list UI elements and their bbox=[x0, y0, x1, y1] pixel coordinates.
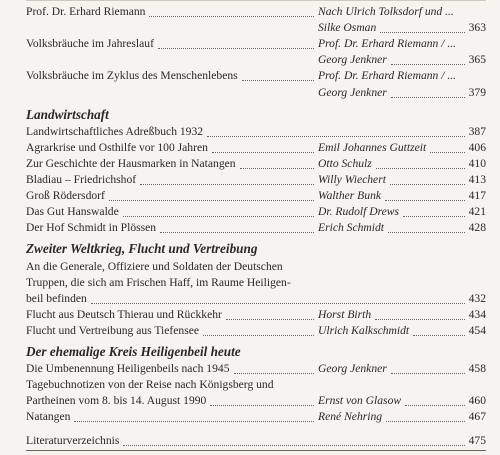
dot-leader bbox=[160, 216, 314, 233]
bottom-rule bbox=[26, 450, 486, 451]
entry-page: 413 bbox=[468, 173, 486, 186]
dot-leader bbox=[149, 0, 314, 17]
dot-leader bbox=[376, 152, 465, 169]
entry-title: Prof. Dr. Erhard Riemann bbox=[26, 5, 146, 18]
dot-leader bbox=[240, 152, 314, 169]
dot-leader bbox=[74, 405, 314, 422]
dot-leader bbox=[405, 389, 465, 406]
entry-author: Prof. Dr. Erhard Riemann / ... bbox=[318, 69, 457, 83]
entry-page: 458 bbox=[468, 362, 486, 376]
entry-title: Die Umbenennung Heiligenbeils nach 1945 bbox=[26, 362, 230, 376]
entry-author: Dr. Rudolf Drews bbox=[318, 205, 400, 219]
dot-leader bbox=[388, 216, 465, 233]
entry-author: Ernst von Glasow bbox=[318, 394, 402, 408]
dot-leader bbox=[390, 168, 465, 185]
toc-entry bbox=[26, 409, 486, 425]
entry-author: Erich Schmidt bbox=[318, 221, 385, 235]
dot-leader bbox=[391, 48, 465, 65]
dot-leader bbox=[413, 319, 465, 336]
entry-page: 387 bbox=[468, 124, 486, 138]
entry-page: 406 bbox=[468, 140, 486, 154]
entry-page: 417 bbox=[468, 189, 486, 203]
entry-title: Bladiau – Friedrichshof bbox=[26, 173, 137, 186]
section-heading: Der ehemalige Kreis Heiligenbeil heute bbox=[26, 344, 241, 359]
entry-page: 428 bbox=[468, 221, 486, 235]
dot-leader bbox=[226, 303, 314, 320]
entry-author: Walther Bunk bbox=[318, 189, 382, 203]
entry-title: Flucht und Vertreibung aus Tiefensee bbox=[26, 323, 200, 337]
toc-entry bbox=[26, 323, 486, 339]
entry-title: Partheinen vom 8. bis 14. August 1990 bbox=[26, 394, 207, 408]
section-heading: Zweiter Weltkrieg, Flucht und Vertreibung bbox=[26, 241, 258, 257]
entry-page: 432 bbox=[468, 291, 486, 305]
dot-leader bbox=[386, 405, 465, 422]
dot-leader bbox=[203, 319, 314, 336]
section-heading: Landwirtschaft bbox=[26, 106, 109, 122]
entry-title: Agrarkrise und Osthilfe vor 100 Jahren bbox=[26, 140, 208, 154]
entry-author: Georg Jenkner bbox=[318, 85, 387, 99]
entry-page: 460 bbox=[468, 394, 486, 408]
dot-leader bbox=[123, 200, 314, 217]
toc-entry bbox=[26, 361, 486, 377]
entry-page: 434 bbox=[468, 307, 486, 321]
entry-author: Ulrich Kalkschmidt bbox=[318, 323, 410, 337]
entry-author: Silke Osman bbox=[318, 21, 377, 35]
dot-leader bbox=[391, 81, 465, 98]
entry-title: Der Hof Schmidt in Plössen bbox=[26, 221, 157, 235]
entry-title: Volksbräuche im Jahreslauf bbox=[26, 37, 154, 51]
entry-author: Georg Jenkner bbox=[318, 53, 387, 67]
dot-leader bbox=[385, 184, 465, 201]
entry-title: Truppen, die sich am Frischen Haff, im Raume Heiligen- bbox=[26, 275, 291, 289]
entry-title: Groß Rödersdorf bbox=[26, 189, 105, 203]
entry-title: Zur Geschichte der Hausmarken in Natangen bbox=[26, 156, 236, 170]
entry-page: 454 bbox=[468, 323, 486, 337]
entry-title: Natangen bbox=[26, 410, 71, 424]
entry-author: Nach Ulrich Tolksdorf und ... bbox=[318, 5, 454, 18]
toc-entry bbox=[26, 259, 486, 275]
entry-page: 410 bbox=[468, 156, 486, 170]
entry-page: 365 bbox=[468, 53, 486, 67]
dot-leader bbox=[91, 287, 465, 304]
dot-leader bbox=[234, 357, 314, 374]
entry-title: Flucht aus Deutsch Thierau und Rückkehr bbox=[26, 307, 222, 321]
dot-leader bbox=[212, 136, 314, 153]
toc-entry bbox=[26, 220, 486, 236]
entry-author: Prof. Dr. Erhard Riemann / ... bbox=[318, 37, 457, 51]
dot-leader bbox=[391, 357, 465, 374]
dot-leader bbox=[375, 303, 465, 320]
entry-author: Emil Johannes Guttzeit bbox=[318, 140, 427, 154]
entry-author: Horst Birth bbox=[318, 307, 372, 321]
toc-entry bbox=[26, 85, 486, 101]
entry-page: 475 bbox=[468, 433, 486, 447]
dot-leader bbox=[403, 200, 465, 217]
entry-author: Georg Jenkner bbox=[318, 362, 387, 376]
entry-title: beil befinden bbox=[26, 291, 87, 305]
entry-title: Landwirtschaftliches Adreßbuch 1932 bbox=[26, 124, 204, 138]
dot-leader bbox=[123, 429, 465, 446]
entry-author: Willy Wiechert bbox=[318, 173, 386, 186]
dot-leader bbox=[210, 389, 314, 406]
entry-author: René Nehring bbox=[318, 410, 383, 424]
entry-page: 379 bbox=[468, 85, 486, 99]
entry-page: 421 bbox=[468, 205, 486, 219]
entry-page: 363 bbox=[468, 21, 486, 35]
dot-leader bbox=[430, 136, 465, 153]
dot-leader bbox=[109, 184, 314, 201]
entry-author: Otto Schulz bbox=[318, 156, 372, 170]
dot-leader bbox=[140, 168, 314, 185]
dot-leader bbox=[158, 32, 314, 49]
dot-leader bbox=[242, 64, 314, 81]
entry-title: Volksbräuche im Zyklus des Menschenlebens bbox=[26, 69, 238, 83]
dot-leader bbox=[207, 120, 465, 137]
entry-title: Das Gut Hanswalde bbox=[26, 205, 119, 219]
toc-entry bbox=[26, 433, 486, 449]
dot-leader bbox=[380, 16, 465, 33]
entry-title: Tagebuchnotizen von der Reise nach Königsberg und bbox=[26, 378, 274, 392]
entry-title: An die Generale, Offiziere und Soldaten der Deutschen bbox=[26, 259, 283, 273]
entry-page: 467 bbox=[468, 410, 486, 424]
entry-title: Literaturverzeichnis bbox=[26, 433, 120, 447]
